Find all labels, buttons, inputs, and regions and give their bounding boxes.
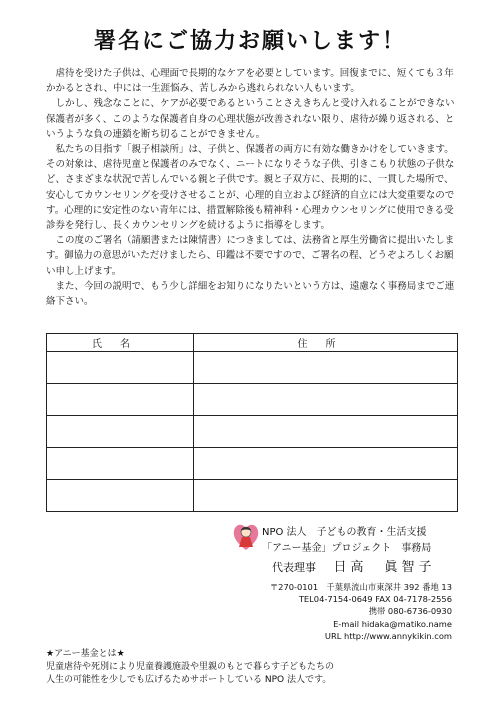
email-line[interactable]: E-mail hidaka@matiko.name	[333, 618, 452, 629]
table-row	[47, 448, 458, 480]
name-column-header: 氏名	[47, 334, 194, 352]
name-cell[interactable]	[47, 384, 194, 416]
address-column-header: 住所	[194, 334, 458, 352]
table-header-row	[47, 334, 458, 352]
address-cell[interactable]	[194, 416, 458, 448]
body-text	[46, 66, 458, 309]
address-line: 〒270-0101 千葉県流山市東深井 392 番地 13	[269, 582, 452, 592]
representative-title: 代表理事	[272, 561, 316, 574]
phone-fax-line: TEL04-7154-0649 FAX 04-7178-2556	[298, 594, 452, 605]
name-cell[interactable]	[47, 416, 194, 448]
representative	[272, 556, 472, 575]
mobile-line: 携帯 080-6736-0930	[368, 606, 452, 617]
address-cell[interactable]	[194, 448, 458, 480]
paragraph: 私たちの目指す「親子相談所」は、子供と、保護者の両方に有効な働きかけをしていきます。その対象は、虐待児童と保護者のみでなく、ニートになりそうな子供、引きこもり状態の子供など、さまざまな状況で苦しんでいる親と子供です。親と子双方に、長期的に、一貫した場所で、安心してカウンセリングを受けさせることが、心理的自立および経済的自立には大変重要なのです。心理的に安定性のない青年には、措置解除後も精神科・心理カウンセリングに使用できる受診券を発行し、長くカウンセリングを続けるように指導をします。	[46, 144, 455, 232]
contact-block	[250, 581, 452, 642]
representative-name: 日高 眞智子	[333, 560, 436, 575]
paragraph: また、今回の説明で、もう少し詳細をお知りになりたいという方は、遠慮なく事務局までご連絡下さい。	[46, 280, 455, 308]
signature-table	[46, 333, 458, 512]
table-row	[47, 384, 458, 416]
about-line: 人生の可能性を少しでも広げるためサポートしている NPO 法人です。	[46, 675, 332, 685]
url-line[interactable]: URL http://www.annykikin.com	[324, 630, 452, 641]
about-block	[46, 648, 466, 687]
paragraph: 虐待を受けた子供は、心理面で長期的なケアを必要としています。回復までに、短くても３年かかるとされ、中には一生涯悩み、苦しみから逃れられない人もいます。	[46, 68, 454, 95]
table-row	[47, 480, 458, 512]
name-cell[interactable]	[47, 448, 194, 480]
table-row	[47, 416, 458, 448]
about-line: 児童虐待や死別により児童養護施設や里親のもとで暮らす子どもたちの	[46, 662, 335, 672]
table-row	[47, 352, 458, 384]
page-title: 署名にご協力お願いします！	[93, 28, 406, 54]
about-heading: ★アニー基金とは★	[46, 649, 125, 659]
paragraph: この度のご署名（請願書または陳情書）につきましては、法務省と厚生労働省に提出いたします。御協力の意思がいただけましたら、印鑑は不要ですので、ご署名の程、どうぞよろしくお願い申し上げます。	[46, 235, 455, 277]
paragraph: しかし、残念なことに、ケアが必要であるということさえきちんと受け入れることができない保護者が多く、このような保護者自身の心理状態が改善されない限り、虐待が繰り返される、というような負の連鎖を断ち切ることができません。	[46, 98, 455, 140]
address-cell[interactable]	[194, 384, 458, 416]
name-cell[interactable]	[47, 352, 194, 384]
mascot-logo-icon	[232, 520, 260, 554]
project-name: 「アニー基金」プロジェクト 事務局	[262, 543, 432, 554]
organization-name: NPO 法人 子どもの教育・生活支援	[262, 527, 427, 538]
address-cell[interactable]	[194, 480, 458, 512]
name-cell[interactable]	[47, 480, 194, 512]
address-cell[interactable]	[194, 352, 458, 384]
